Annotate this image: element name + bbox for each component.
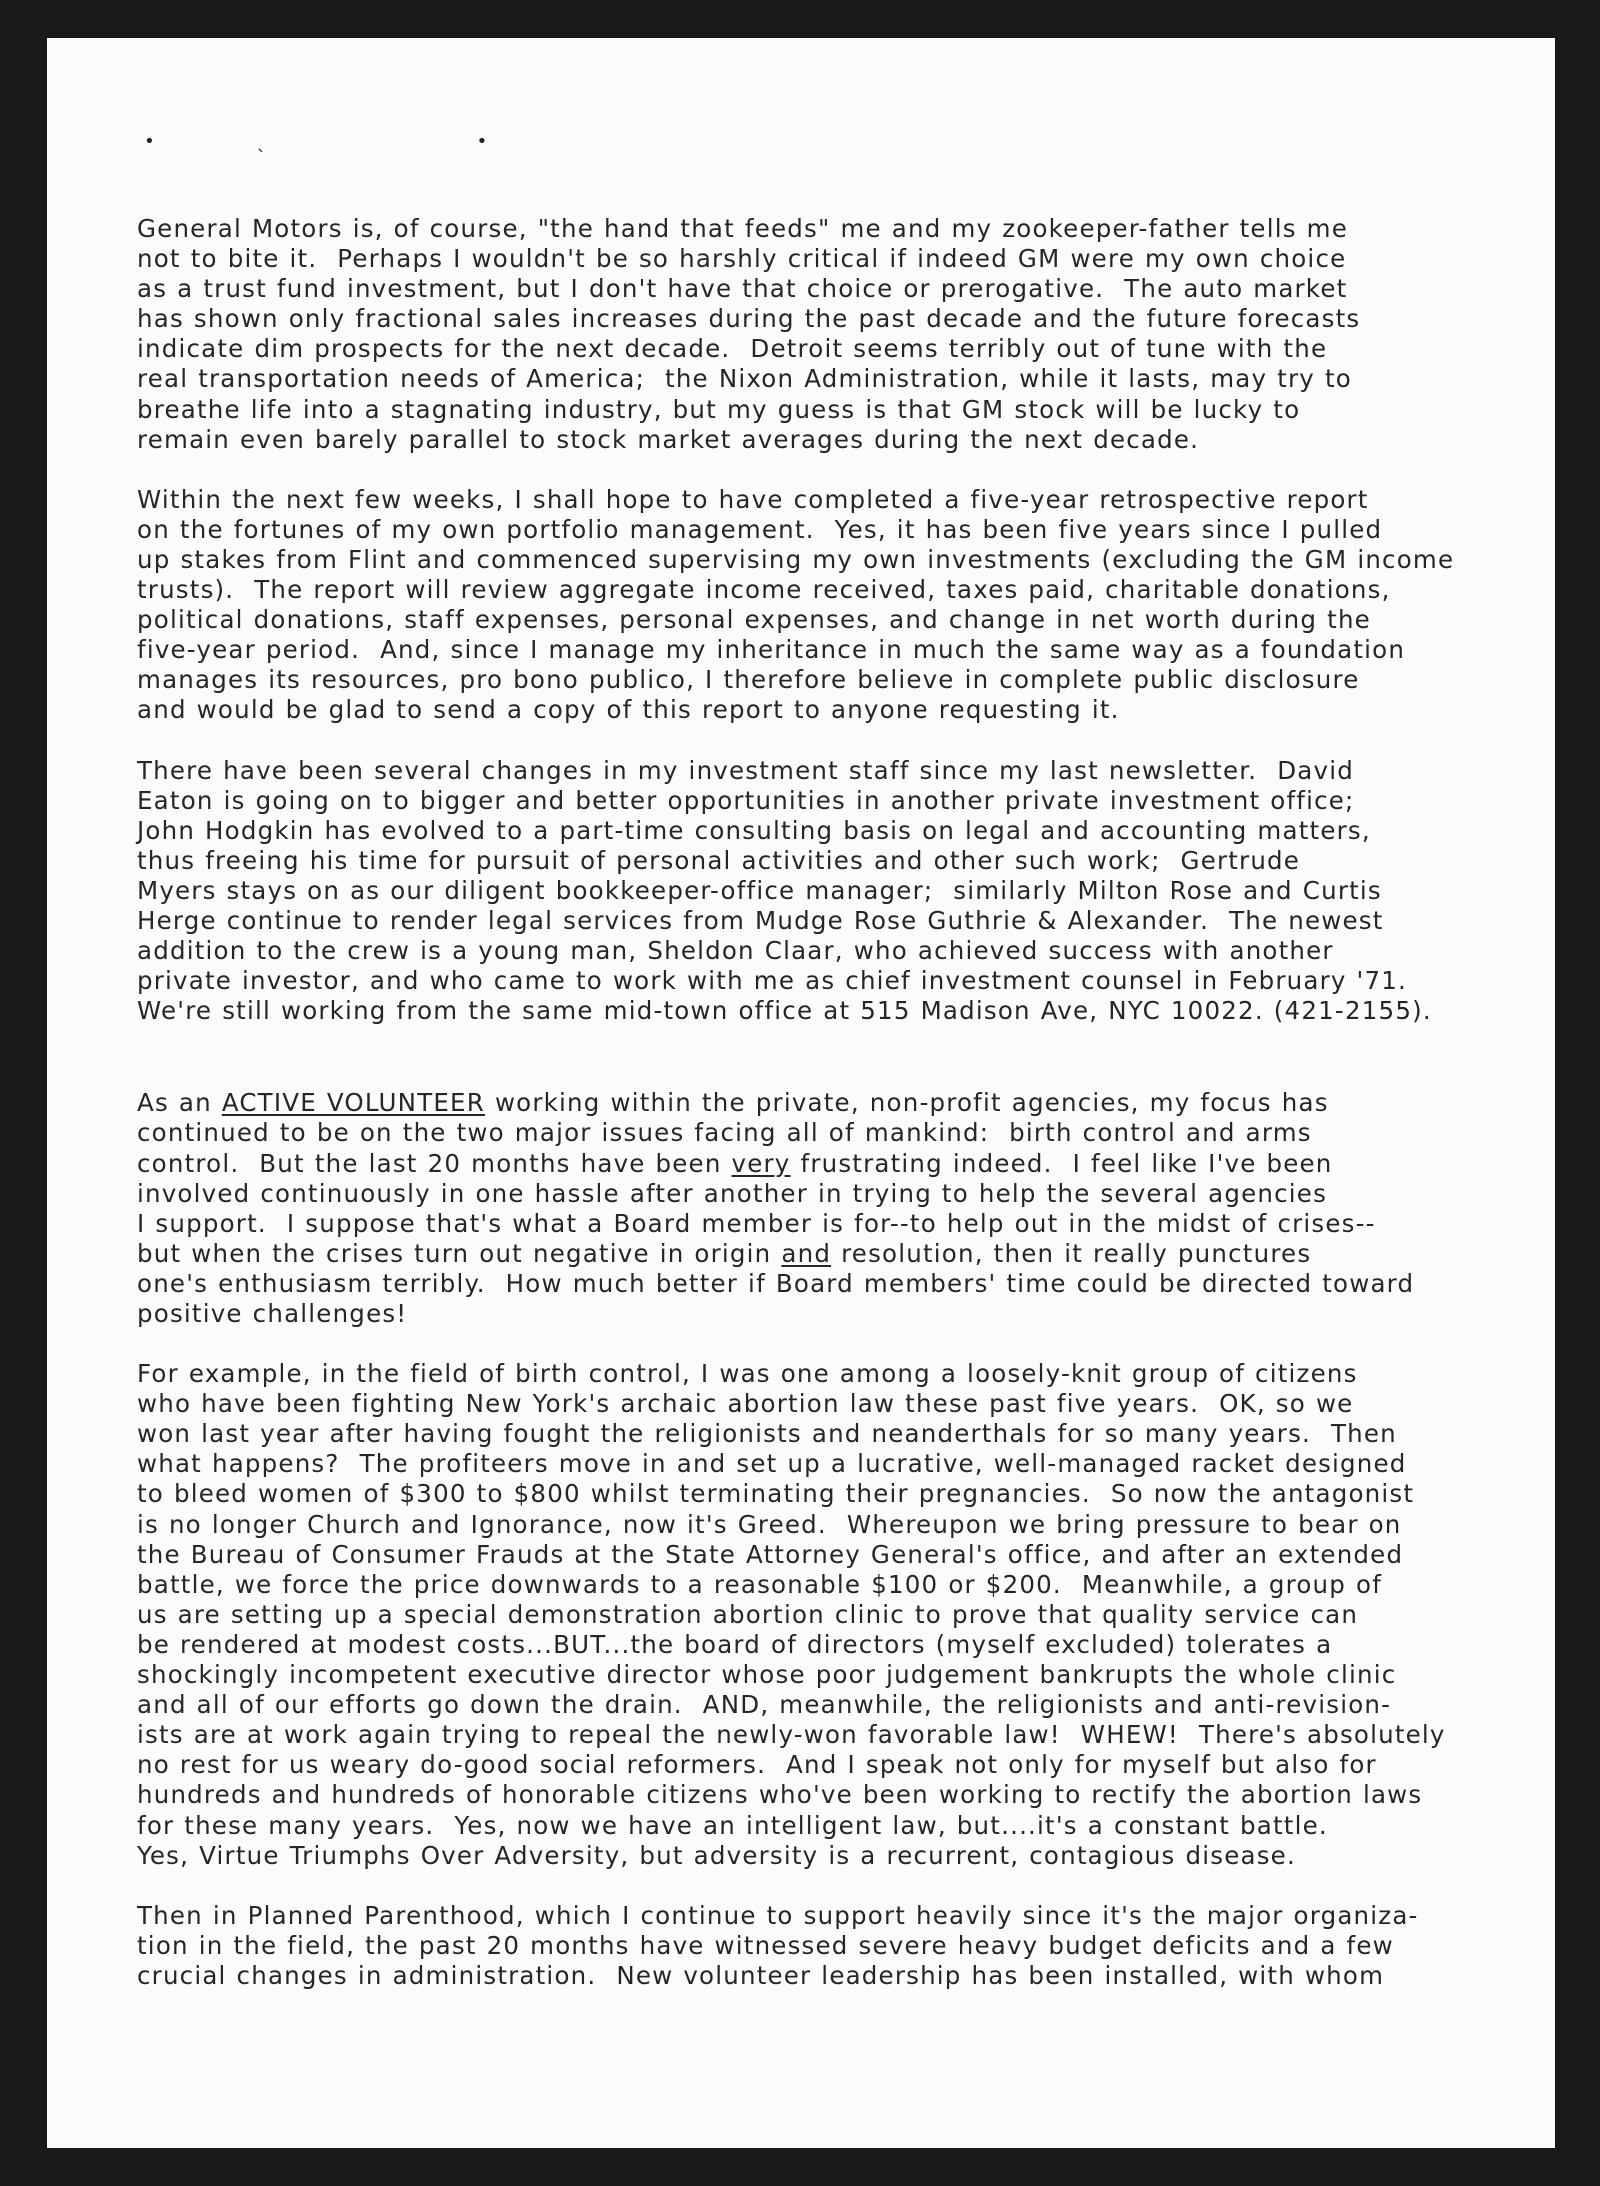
text-line: John Hodgkin has evolved to a part-time consulting basis on legal and accounting matters, [137, 815, 1371, 845]
text-line: crucial changes in administration. New volunteer leadership has been installed, with whom [137, 1960, 1385, 1990]
text-line: one's enthusiasm terribly. How much better if Board members' time could be directed toward [137, 1268, 1415, 1298]
text-line: Myers stays on as our diligent bookkeeper-office manager; similarly Milton Rose and Curtis [137, 875, 1382, 905]
text-line: to bleed women of $300 to $800 whilst terminating their pregnancies. So now the antagonist [137, 1479, 1415, 1509]
text-line: There have been several changes in my investment staff since my last newsletter. David [137, 755, 1354, 785]
text-line: and would be glad to send a copy of this report to anyone requesting it. [137, 695, 1120, 725]
paragraph-retrospective [137, 485, 1557, 726]
text-line: private investor, and who came to work with me as chief investment counsel in February '71. [137, 966, 1408, 996]
text-line: thus freeing his time for pursuit of personal activities and other such work; Gertrude [137, 845, 1301, 875]
text-line: We're still working from the same mid-town office at 515 Madison Ave, NYC 10022. (421-2155). [137, 996, 1432, 1026]
text-line: up stakes from Flint and commenced supervising my own investments (excluding the GM income [137, 544, 1455, 574]
text-line: continued to be on the two major issues facing all of mankind: birth control and arms [137, 1118, 1312, 1148]
text-line: the Bureau of Consumer Frauds at the State Attorney General's office, and after an extended [137, 1539, 1404, 1569]
corner-marks: •ˎ • [144, 131, 588, 152]
text-line: no rest for us weary do-good social reformers. And I speak not only for myself but also for [137, 1750, 1377, 1780]
text-line: is no longer Church and Ignorance, now it's Greed. Whereupon we bring pressure to bear on [137, 1509, 1402, 1539]
text-line: us are setting up a special demonstration abortion clinic to prove that quality service can [137, 1599, 1359, 1629]
text-line: remain even barely parallel to stock market averages during the next decade. [137, 424, 1200, 454]
text-line: Then in Planned Parenthood, which I continue to support heavily since it's the major organiza- [137, 1900, 1419, 1930]
text-segment: resolution, then it really punctures [831, 1238, 1312, 1268]
paragraph-staff [137, 756, 1557, 1027]
text-segment: control. But the last 20 months have been [137, 1148, 732, 1178]
text-line: on the fortunes of my own portfolio management. Yes, it has been five years since I pulled [137, 514, 1383, 544]
paragraph-birth-control [137, 1359, 1557, 1871]
text-segment: frustrating indeed. I feel like I've been [790, 1148, 1333, 1178]
text-line: Eaton is going on to bigger and better opportunities in another private investment office; [137, 785, 1355, 815]
text-line: not to bite it. Perhaps I wouldn't be so harshly critical if indeed GM were my own choice [137, 244, 1347, 274]
text-line: indicate dim prospects for the next decade. Detroit seems terribly out of tune with the [137, 334, 1328, 364]
text-segment: but when the crises turn out negative in origin [137, 1238, 782, 1268]
text-line: battle, we force the price downwards to a reasonable $100 or $200. Meanwhile, a group of [137, 1569, 1383, 1599]
text-line: what happens? The profiteers move in and set up a lucrative, well-managed racket designed [137, 1449, 1407, 1479]
text-line: Within the next few weeks, I shall hope to have completed a five-year retrospective report [137, 484, 1369, 514]
text-line: General Motors is, of course, "the hand that feeds" me and my zookeeper-father tells me [137, 214, 1348, 243]
underlined-text: very [731, 1148, 791, 1178]
text-line: won last year after having fought the religionists and neanderthals for so many years. Then [137, 1419, 1397, 1449]
text-segment: working within the private, non-profit agencies, my focus has [484, 1088, 1329, 1118]
text-segment: As an [137, 1088, 222, 1118]
underlined-text: and [781, 1238, 832, 1268]
text-line: Yes, Virtue Triumphs Over Adversity, but adversity is a recurrent, contagious disease. [137, 1840, 1296, 1870]
text-line: trusts). The report will review aggregate income received, taxes paid, charitable donations, [137, 575, 1391, 605]
text-line: shockingly incompetent executive director whose poor judgement bankrupts the whole clinic [137, 1660, 1397, 1690]
text-line: for these many years. Yes, now we have an intelligent law, but....it's a constant battle. [137, 1810, 1328, 1840]
letter-body [137, 214, 1557, 1991]
text-line: For example, in the field of birth control, I was one among a loosely-knit group of citizens [137, 1359, 1358, 1389]
text-line: who have been fighting New York's archaic abortion law these past five years. OK, so we [137, 1389, 1354, 1419]
text-line [137, 1088, 1557, 1118]
underlined-text: ACTIVE VOLUNTEER [221, 1088, 485, 1118]
text-line: Herge continue to render legal services from Mudge Rose Guthrie & Alexander. The newest [137, 905, 1384, 935]
paragraph-volunteer [137, 1088, 1557, 1329]
text-line: positive challenges! [137, 1299, 408, 1328]
text-line: political donations, staff expenses, personal expenses, and change in net worth during the [137, 605, 1371, 635]
letter-page [47, 38, 1555, 2148]
text-line: manages its resources, pro bono publico, I therefore believe in complete public disclosure [137, 665, 1360, 695]
text-line: has shown only fractional sales increases during the past decade and the future forecasts [137, 304, 1361, 334]
text-line: and all of our efforts go down the drain. AND, meanwhile, the religionists and anti-revision- [137, 1690, 1392, 1720]
text-line: real transportation needs of America; the Nixon Administration, while it lasts, may try to [137, 364, 1352, 394]
paragraph-planned-parenthood [137, 1901, 1557, 1991]
text-line: I support. I suppose that's what a Board member is for--to help out in the midst of crises-- [137, 1208, 1376, 1238]
text-line: as a trust fund investment, but I don't have that choice or prerogative. The auto market [137, 274, 1348, 304]
text-line [137, 1239, 1557, 1269]
paragraph-gm [137, 214, 1557, 455]
text-line: involved continuously in one hassle after another in trying to help the several agencies [137, 1178, 1328, 1208]
text-line: ists are at work again trying to repeal the newly-won favorable law! WHEW! There's absolutely [137, 1720, 1446, 1750]
text-line: addition to the crew is a young man, Sheldon Claar, who achieved success with another [137, 936, 1334, 966]
text-line: hundreds and hundreds of honorable citizens who've been working to rectify the abortion laws [137, 1780, 1423, 1810]
text-line: breathe life into a stagnating industry, but my guess is that GM stock will be lucky to [137, 394, 1301, 424]
text-line: tion in the field, the past 20 months have witnessed severe heavy budget deficits and a few [137, 1930, 1394, 1960]
text-line [137, 1149, 1557, 1179]
text-line: be rendered at modest costs...BUT...the board of directors (myself excluded) tolerates a [137, 1629, 1333, 1659]
text-line: five-year period. And, since I manage my inheritance in much the same way as a foundation [137, 635, 1406, 665]
